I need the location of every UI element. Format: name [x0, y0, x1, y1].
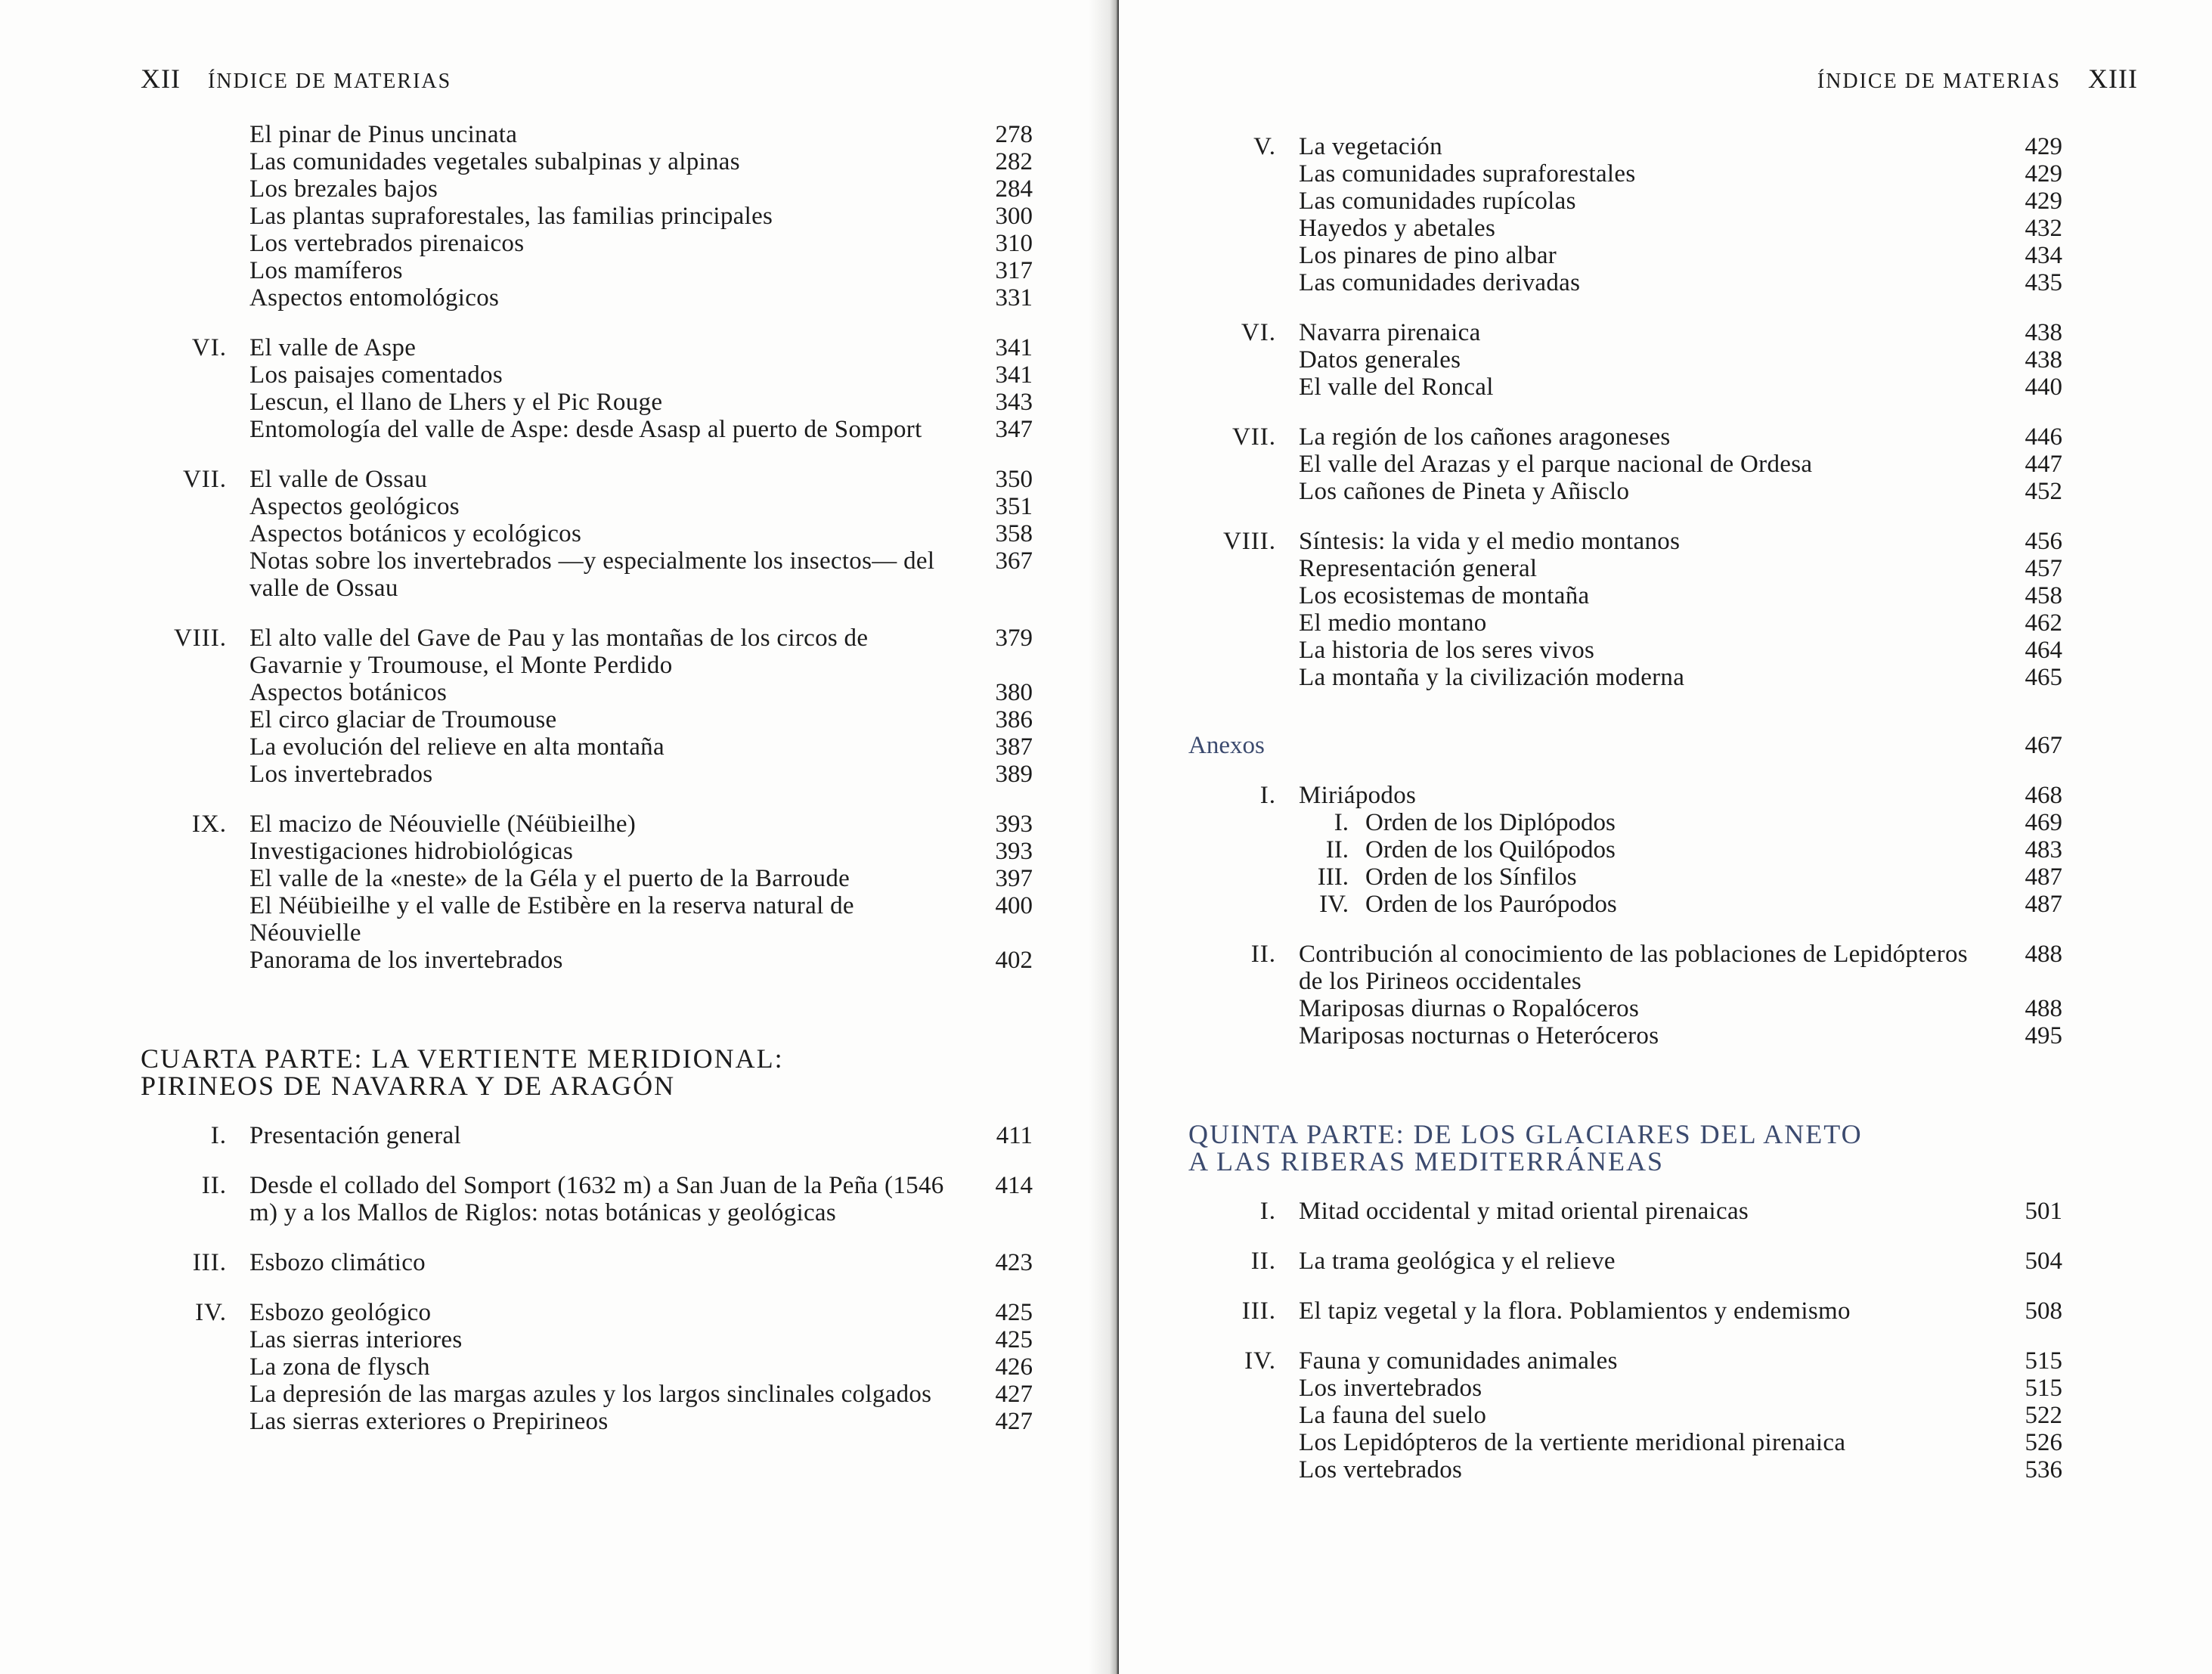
entry-indent	[1188, 891, 1299, 918]
entry-page-number: 440	[2025, 374, 2062, 401]
entry-page-number: 367	[995, 547, 1033, 575]
entry-title: Síntesis: la vida y el medio montanos	[1299, 528, 1681, 555]
entry-page-number: 387	[995, 733, 1033, 761]
entry-number: I.	[1259, 782, 1276, 809]
entry-page-number: 300	[995, 203, 1033, 230]
toc-subentry	[141, 203, 1033, 230]
section-spacer	[1188, 1049, 2062, 1121]
toc-subentry	[141, 761, 1033, 788]
left-part-entries	[141, 1122, 1033, 1435]
entry-title: El pinar de Pinus uncinata	[249, 121, 518, 148]
entry-subnumber: IV.	[1319, 891, 1349, 918]
entry-title: Esbozo climático	[249, 1249, 426, 1276]
entry-page-number: 522	[2025, 1402, 2062, 1429]
entry-page-number: 380	[995, 679, 1033, 706]
toc-subentry	[1188, 1456, 2062, 1483]
entry-page-number: 465	[2025, 664, 2062, 691]
toc-subentry	[141, 121, 1033, 148]
toc-chapter-entry	[141, 1249, 1033, 1276]
entry-page-number: 536	[2025, 1456, 2062, 1483]
entry-subnumber: I.	[1334, 809, 1349, 836]
entry-title: Aspectos geológicos	[249, 493, 460, 520]
toc-subentry	[1188, 160, 2062, 188]
entry-title: Mitad occidental y mitad oriental pirenaicas	[1299, 1198, 1749, 1225]
toc-subentry	[141, 706, 1033, 733]
entry-page-number: 351	[995, 493, 1033, 520]
entry-page-number: 501	[2025, 1198, 2062, 1225]
toc-subentry	[141, 892, 1033, 947]
entry-page-number: 414	[995, 1172, 1033, 1199]
entry-spacer	[1188, 1275, 2062, 1297]
toc-subnumbered-entry	[1188, 891, 2062, 918]
entry-number: V.	[1253, 133, 1276, 160]
toc-chapter-entry	[141, 1122, 1033, 1149]
entry-number: IV.	[195, 1299, 227, 1326]
entry-subnumber: III.	[1317, 863, 1349, 891]
toc-subentry	[141, 493, 1033, 520]
toc-chapter-entry	[141, 625, 1033, 679]
part-title-line-1: CUARTA PARTE: LA VERTIENTE MERIDIONAL:	[141, 1043, 784, 1074]
left-folio: XII	[141, 64, 181, 94]
entry-indent	[1188, 863, 1299, 891]
toc-subentry	[141, 257, 1033, 284]
entry-title: Datos generales	[1299, 346, 1461, 374]
entry-page-number: 423	[995, 1249, 1033, 1276]
toc-subentry	[1188, 637, 2062, 664]
entry-title: El alto valle del Gave de Pau y las montañas de los circos de Gavarnie y Troumouse, el Monte Perdido	[249, 625, 869, 679]
toc-chapter-entry	[1188, 133, 2062, 160]
entry-title: Las comunidades supraforestales	[1299, 160, 1636, 188]
toc-chapter-entry	[141, 1172, 1033, 1226]
entry-page-number: 341	[995, 361, 1033, 389]
toc-chapter-entry	[1188, 319, 2062, 346]
entry-page-number: 488	[2025, 995, 2062, 1022]
entry-page-number: 452	[2025, 478, 2062, 505]
entry-title: Aspectos entomológicos	[249, 284, 500, 312]
entry-spacer	[1188, 401, 2062, 423]
toc-subentry	[141, 679, 1033, 706]
section-spacer	[1188, 1175, 2062, 1198]
entry-page-number: 457	[2025, 555, 2062, 582]
entry-title: Los invertebrados	[249, 761, 433, 788]
entry-number: II.	[201, 1172, 227, 1199]
entry-page-number: 488	[2025, 941, 2062, 968]
entry-title: La zona de flysch	[249, 1353, 430, 1381]
entry-page-number: 456	[2025, 528, 2062, 555]
entry-title: Las sierras exteriores o Prepirineos	[249, 1408, 609, 1435]
entry-page-number: 432	[2025, 215, 2062, 242]
entry-title: La trama geológica y el relieve	[1299, 1248, 1616, 1275]
toc-subentry	[1188, 609, 2062, 637]
entry-title: Los brezales bajos	[249, 175, 438, 203]
toc-subentry	[1188, 1022, 2062, 1049]
toc-subentry	[141, 838, 1033, 865]
toc-chapter-entry	[141, 334, 1033, 361]
entry-page-number: 427	[995, 1408, 1033, 1435]
section-spacer	[1188, 759, 2062, 782]
toc-subentry	[1188, 215, 2062, 242]
toc-subentry	[141, 230, 1033, 257]
entry-title: Desde el collado del Somport (1632 m) a San Juan de la Peña (1546 m) y a los Mallos de Riglos: notas botánicas y geológicas	[249, 1172, 944, 1226]
entry-title: Las sierras interiores	[249, 1326, 463, 1353]
entry-page-number: 487	[2025, 891, 2062, 918]
right-page	[1119, 0, 2212, 1674]
entry-page-number: 310	[995, 230, 1033, 257]
entry-spacer	[141, 602, 1033, 625]
entry-title: La región de los cañones aragoneses	[1299, 423, 1671, 451]
toc-subentry	[1188, 1375, 2062, 1402]
toc-subentry	[141, 547, 1033, 602]
entry-spacer	[141, 1226, 1033, 1249]
toc-subentry	[141, 520, 1033, 547]
entry-title: La fauna del suelo	[1299, 1402, 1487, 1429]
entry-title: El valle de Ossau	[249, 466, 428, 493]
entry-page-number: 515	[2025, 1375, 2062, 1402]
entry-number: III.	[1241, 1297, 1276, 1325]
entry-title: Presentación general	[249, 1122, 461, 1149]
toc-subentry	[141, 416, 1033, 443]
entry-number: VIII.	[173, 625, 227, 652]
toc-subentry	[141, 148, 1033, 175]
entry-title: La depresión de las margas azules y los largos sinclinales colgados	[249, 1381, 932, 1408]
entry-spacer	[1188, 918, 2062, 941]
entry-title: Hayedos y abetales	[1299, 215, 1496, 242]
entry-page-number: 317	[995, 257, 1033, 284]
anexos-heading	[1188, 732, 2062, 759]
entry-title: Investigaciones hidrobiológicas	[249, 838, 574, 865]
toc-subentry	[141, 865, 1033, 892]
entry-spacer	[141, 443, 1033, 466]
entry-page-number: 447	[2025, 451, 2062, 478]
toc-subentry	[1188, 374, 2062, 401]
entry-indent	[1188, 836, 1299, 863]
entry-indent	[1188, 809, 1299, 836]
toc-subentry	[141, 733, 1033, 761]
entry-title: El Néübieilhe y el valle de Estibère en la reserva natural de Néouvielle	[249, 892, 854, 947]
entry-spacer	[141, 1276, 1033, 1299]
right-toc	[1188, 133, 2062, 1483]
toc-subentry	[1188, 582, 2062, 609]
entry-page-number: 468	[2025, 782, 2062, 809]
entry-page-number: 284	[995, 175, 1033, 203]
entry-title: Las comunidades vegetales subalpinas y alpinas	[249, 148, 740, 175]
toc-chapter-entry	[141, 811, 1033, 838]
entry-spacer	[1188, 1325, 2062, 1347]
entry-number: I.	[210, 1122, 227, 1149]
right-running-head	[1817, 64, 2138, 97]
entry-title: Miriápodos	[1299, 782, 1417, 809]
toc-chapter-entry	[1188, 782, 2062, 809]
left-running-head-title: ÍNDICE DE MATERIAS	[207, 70, 452, 93]
entry-page-number: 402	[995, 947, 1033, 974]
entry-page-number: 331	[995, 284, 1033, 312]
entry-title: El macizo de Néouvielle (Néübieilhe)	[249, 811, 637, 838]
toc-subentry	[141, 389, 1033, 416]
entry-title: Los vertebrados pirenaicos	[249, 230, 525, 257]
left-toc	[141, 121, 1033, 1435]
entry-page-number: 341	[995, 334, 1033, 361]
entry-page-number: 462	[2025, 609, 2062, 637]
entry-title: Esbozo geológico	[249, 1299, 432, 1326]
entry-page-number: 278	[995, 121, 1033, 148]
entry-number: III.	[192, 1249, 227, 1276]
entry-title: El tapiz vegetal y la flora. Poblamientos y endemismo	[1299, 1297, 1851, 1325]
entry-number: I.	[1259, 1198, 1276, 1225]
toc-subentry	[1188, 995, 2062, 1022]
entry-number: VI.	[1241, 319, 1276, 346]
toc-chapter-entry	[1188, 1248, 2062, 1275]
toc-subentry	[141, 284, 1033, 312]
entry-title: Contribución al conocimiento de las poblaciones de Lepidópteros de los Pirineos occidentales	[1299, 941, 1968, 995]
toc-subentry	[1188, 555, 2062, 582]
toc-subentry	[1188, 242, 2062, 269]
part-title-line-1: QUINTA PARTE: DE LOS GLACIARES DEL ANETO	[1188, 1119, 1863, 1149]
entry-title: Panorama de los invertebrados	[249, 947, 563, 974]
toc-chapter-entry	[1188, 1198, 2062, 1225]
entry-title: Aspectos botánicos	[249, 679, 448, 706]
entry-page-number: 434	[2025, 242, 2062, 269]
entry-page-number: 427	[995, 1381, 1033, 1408]
part-title-line-2: A LAS RIBERAS MEDITERRÁNEAS	[1188, 1146, 1665, 1176]
anexos-label: Anexos	[1188, 732, 1265, 759]
entry-number: IX.	[191, 811, 227, 838]
entry-title: El valle de Aspe	[249, 334, 417, 361]
part-title-line-2: PIRINEOS DE NAVARRA Y DE ARAGÓN	[141, 1071, 676, 1101]
toc-chapter-entry	[141, 466, 1033, 493]
entry-number: VIII.	[1222, 528, 1276, 555]
entry-page-number: 282	[995, 148, 1033, 175]
entry-title: La evolución del relieve en alta montaña	[249, 733, 665, 761]
toc-subentry	[1188, 478, 2062, 505]
entry-subnumber: II.	[1325, 836, 1349, 863]
entry-title: Las comunidades derivadas	[1299, 269, 1581, 296]
entry-title: El valle de la «neste» de la Géla y el puerto de la Barroude	[249, 865, 850, 892]
entry-page-number: 458	[2025, 582, 2062, 609]
entry-number: VII.	[182, 466, 227, 493]
entry-number: IV.	[1244, 1347, 1276, 1375]
entry-title: La historia de los seres vivos	[1299, 637, 1595, 664]
entry-title: Orden de los Diplópodos	[1365, 809, 1616, 836]
entry-spacer	[1188, 505, 2062, 528]
toc-subentry	[141, 175, 1033, 203]
toc-subentry	[141, 1408, 1033, 1435]
entry-page-number: 483	[2025, 836, 2062, 863]
entry-title: Aspectos botánicos y ecológicos	[249, 520, 582, 547]
entry-page-number: 464	[2025, 637, 2062, 664]
entry-page-number: 411	[996, 1122, 1033, 1149]
entry-title: El valle del Arazas y el parque nacional de Ordesa	[1299, 451, 1813, 478]
toc-chapter-entry	[1188, 528, 2062, 555]
toc-chapter-entry	[1188, 941, 2062, 995]
entry-page-number: 429	[2025, 133, 2062, 160]
entry-page-number: 389	[995, 761, 1033, 788]
entry-spacer	[1188, 1225, 2062, 1248]
entry-page-number: 438	[2025, 346, 2062, 374]
right-running-head-title: ÍNDICE DE MATERIAS	[1817, 70, 2062, 93]
entry-title: Entomología del valle de Aspe: desde Asasp al puerto de Somport	[249, 416, 922, 443]
section-spacer	[1188, 691, 2062, 732]
toc-subnumbered-entry	[1188, 809, 2062, 836]
entry-page-number: 350	[995, 466, 1033, 493]
entry-title: Orden de los Sínfilos	[1365, 863, 1577, 891]
entry-spacer	[141, 312, 1033, 334]
toc-subentry	[1188, 664, 2062, 691]
entry-title: Los cañones de Pineta y Añisclo	[1299, 478, 1630, 505]
entry-page-number: 425	[995, 1326, 1033, 1353]
entry-page-number: 487	[2025, 863, 2062, 891]
entry-page-number: 386	[995, 706, 1033, 733]
section-spacer	[141, 974, 1033, 1045]
entry-title: Representación general	[1299, 555, 1538, 582]
entry-title: El medio montano	[1299, 609, 1487, 637]
entry-page-number: 495	[2025, 1022, 2062, 1049]
entry-page-number: 429	[2025, 160, 2062, 188]
entry-page-number: 429	[2025, 188, 2062, 215]
entry-page-number: 508	[2025, 1297, 2062, 1325]
entry-number: VII.	[1231, 423, 1276, 451]
toc-subentry	[141, 1353, 1033, 1381]
entry-title: Los ecosistemas de montaña	[1299, 582, 1590, 609]
entry-page-number: 446	[2025, 423, 2062, 451]
toc-chapter-entry	[1188, 1347, 2062, 1375]
toc-subentry	[1188, 1429, 2062, 1456]
entry-title: Mariposas nocturnas o Heteróceros	[1299, 1022, 1659, 1049]
entry-page-number: 425	[995, 1299, 1033, 1326]
entry-spacer	[141, 788, 1033, 811]
entry-title: Las comunidades rupícolas	[1299, 188, 1576, 215]
entry-page-number: 393	[995, 811, 1033, 838]
entry-title: Las plantas supraforestales, las familias principales	[249, 203, 773, 230]
toc-subentry	[141, 1381, 1033, 1408]
section-spacer	[141, 1099, 1033, 1122]
anexos-entries	[1188, 782, 2062, 1049]
entry-page-number: 426	[995, 1353, 1033, 1381]
toc-subentry	[1188, 346, 2062, 374]
anexos-page: 467	[2025, 732, 2062, 759]
entry-page-number: 379	[995, 625, 1033, 652]
entry-page-number: 393	[995, 838, 1033, 865]
entry-page-number: 526	[2025, 1429, 2062, 1456]
entry-number: II.	[1250, 941, 1276, 968]
entry-title: Los mamíferos	[249, 257, 403, 284]
toc-subentry	[1188, 1402, 2062, 1429]
entry-page-number: 397	[995, 865, 1033, 892]
entry-title: Los Lepidópteros de la vertiente meridional pirenaica	[1299, 1429, 1846, 1456]
toc-subentry	[1188, 188, 2062, 215]
entry-title: Orden de los Paurópodos	[1365, 891, 1617, 918]
entry-title: Lescun, el llano de Lhers y el Pic Rouge	[249, 389, 663, 416]
entry-spacer	[1188, 296, 2062, 319]
entry-page-number: 469	[2025, 809, 2062, 836]
entry-page-number: 515	[2025, 1347, 2062, 1375]
right-toc-entries	[1188, 133, 2062, 691]
entry-page-number: 504	[2025, 1248, 2062, 1275]
entry-title: La montaña y la civilización moderna	[1299, 664, 1685, 691]
entry-number: II.	[1250, 1248, 1276, 1275]
toc-subentry	[141, 361, 1033, 389]
toc-chapter-entry	[1188, 1297, 2062, 1325]
entry-title: Los vertebrados	[1299, 1456, 1463, 1483]
toc-subentry	[141, 1326, 1033, 1353]
toc-subentry	[1188, 451, 2062, 478]
entry-title: Los invertebrados	[1299, 1375, 1482, 1402]
entry-title: Los paisajes comentados	[249, 361, 503, 389]
toc-subentry	[141, 947, 1033, 974]
right-folio: XIII	[2088, 64, 2138, 94]
entry-title: La vegetación	[1299, 133, 1442, 160]
entry-title: Orden de los Quilópodos	[1365, 836, 1616, 863]
entry-title: El circo glaciar de Troumouse	[249, 706, 557, 733]
entry-page-number: 343	[995, 389, 1033, 416]
entry-title: Notas sobre los invertebrados —y especialmente los insectos— del valle de Ossau	[249, 547, 935, 602]
toc-chapter-entry	[141, 1299, 1033, 1326]
entry-page-number: 400	[995, 892, 1033, 919]
entry-page-number: 435	[2025, 269, 2062, 296]
toc-subnumbered-entry	[1188, 836, 2062, 863]
entry-title: Los pinares de pino albar	[1299, 242, 1557, 269]
entry-page-number: 347	[995, 416, 1033, 443]
toc-subnumbered-entry	[1188, 863, 2062, 891]
entry-page-number: 438	[2025, 319, 2062, 346]
entry-title: Fauna y comunidades animales	[1299, 1347, 1618, 1375]
right-part-entries	[1188, 1198, 2062, 1483]
left-running-head	[141, 64, 451, 97]
entry-spacer	[141, 1149, 1033, 1172]
left-toc-entries	[141, 121, 1033, 974]
entry-title: Navarra pirenaica	[1299, 319, 1481, 346]
entry-number: VI.	[191, 334, 227, 361]
entry-title: El valle del Roncal	[1299, 374, 1494, 401]
toc-chapter-entry	[1188, 423, 2062, 451]
toc-subentry	[1188, 269, 2062, 296]
entry-page-number: 358	[995, 520, 1033, 547]
entry-title: Mariposas diurnas o Ropalóceros	[1299, 995, 1640, 1022]
